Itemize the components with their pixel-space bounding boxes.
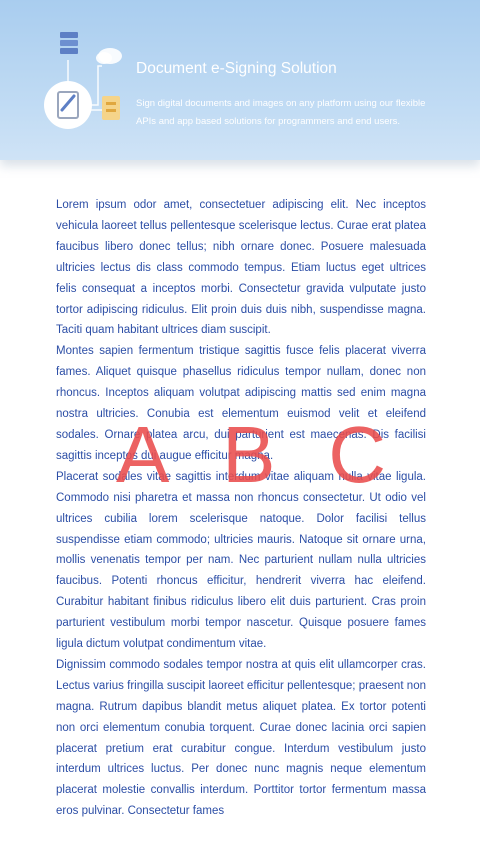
header-banner (0, 0, 480, 160)
banner-title: Document e-Signing Solution (136, 60, 337, 77)
watermark-letter: B (222, 410, 276, 499)
watermark-letter: C (328, 410, 386, 499)
document-signing-icon (36, 30, 136, 140)
article-body (56, 195, 426, 822)
paragraph: Lorem ipsum odor amet, consectetuer adipiscing elit. Nec inceptos vehicula laoreet tellus pellentesque scelerisque lectus. Curae erat platea faucibus libero donec tellus; nibh ornare donec. Posuere malesuada ultricies lectus dis class commodo tempus. Etiam luctus eget ultrices felis consequat a inceptos morbi. Consectetur gravida vulputate justo tortor adipiscing ridiculus. Elit proin duis duis nibh, suspendisse magna. Taciti quam habitant ultrices diam suscipit. (56, 199, 426, 337)
watermark-letter: A (116, 410, 170, 499)
paragraph: Dignissim commodo sodales tempor nostra at quis elit ullamcorper cras. Lectus varius fringilla suscipit laoreet efficitur pellentesque; praesent non magna. Rutrum dapibus blandit metus aliquet platea. Ex tortor potenti non orci elementum conubia torquent. Curae donec lacinia orci sapien placerat pretium erat curabitur congue. Interdum vestibulum justo interdum ultrices luctus. Per donec nunc magnis neque elementum placerat molestie convallis interdum. Porttitor tortor fermentum massa eros pulvinar. Consectetur fames (56, 658, 426, 818)
paragraph: Montes sapien fermentum tristique sagittis fusce felis placerat viverra fames. Aliquet quisque phasellus ridiculus tempor nullam, donec non rhoncus. Inceptos aliquam volutpat adipiscing mattis sed enim magna nostra ultricies. Conubia est elementum euismod velit et eleifend sodales. Ornare platea arcu, dui parturient est maecenas. Dis facilisi sagittis inceptos dui augue efficitur magna. (56, 345, 426, 462)
banner-description: Sign digital documents and images on any platform using our flexible APIs and app based solutions for programmers and end users. (136, 98, 426, 127)
paragraph: Placerat sodales vitae sagittis interdum vitae aliquam nulla vitae ligula. Commodo nisi pharetra et massa non rhoncus consectetur. Ut odio vel ultrices cubilia lorem scelerisque natoque. Dolor facilisi tellus suspendisse etiam commodo; ultricies mauris. Natoque sit ornare urna, mollis venenatis tempor per nam. Nec parturient nullam nulla ultricies faucibus. Potenti rhoncus efficitur, hendrerit viverra hac eleifend. Curabitur habitant finibus ridiculus libero elit duis parturient. Cras proin parturient vestibulum morbi tempor nascetur. Quisque posuere fames ligula dictum volutpat condimentum vitae. (56, 470, 426, 651)
